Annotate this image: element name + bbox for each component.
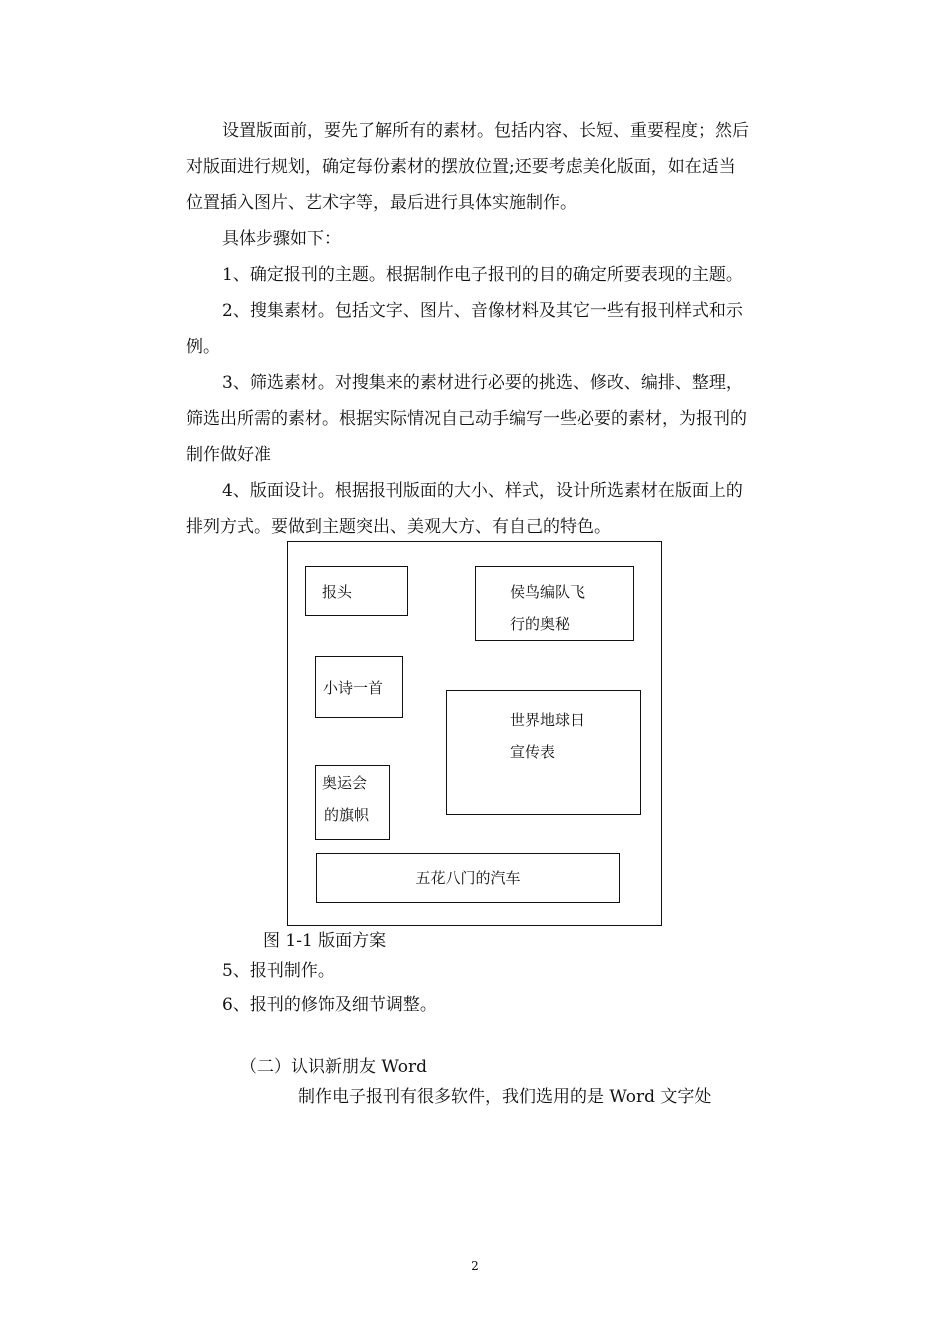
figure-caption: 图 1-1 版面方案 <box>263 931 387 951</box>
figure-box-birds-line-2: 行的奥秘 <box>510 615 571 633</box>
figure-box-cars <box>316 853 620 903</box>
figure-box-birds-line-1: 侯鸟编队飞 <box>510 583 586 601</box>
figure-box-poem <box>315 656 403 718</box>
paragraph-line-2: 对版面进行规划，确定每份素材的摆放位置;还要考虑美化版面，如在适当 <box>186 157 736 177</box>
paragraph-line-4: 具体步骤如下： <box>222 229 341 249</box>
figure-box-poem-text: 小诗一首 <box>323 679 384 697</box>
figure-box-olympic-line-1: 奥运会 <box>322 774 368 792</box>
page-number: 2 <box>471 1259 479 1273</box>
figure-box-birds <box>475 566 634 641</box>
step-4-line-2: 排列方式。要做到主题突出、美观大方、有自己的特色。 <box>186 517 611 537</box>
step-4-line-1: 4、版面设计。根据报刊版面的大小、样式，设计所选素材在版面上的 <box>222 481 743 501</box>
figure-box-earth-day <box>446 690 641 815</box>
paragraph-line-1: 设置版面前，要先了解所有的素材。包括内容、长短、重要程度；然后 <box>222 121 749 141</box>
figure-box-earth-day-line-1: 世界地球日 <box>510 711 586 729</box>
figure-box-earth-day-line-2: 宣传表 <box>510 743 556 761</box>
figure-box-olympic <box>315 765 390 840</box>
section-heading: （二）认识新朋友 Word <box>240 1057 427 1077</box>
figure-box-masthead-text: 报头 <box>322 583 353 601</box>
step-3-line-2: 筛选出所需的素材。根据实际情况自己动手编写一些必要的素材，为报刊的 <box>186 409 747 429</box>
step-5-line: 5、报刊制作。 <box>222 961 335 981</box>
step-6-line: 6、报刊的修饰及细节调整。 <box>222 995 437 1015</box>
section-text: 制作电子报刊有很多软件，我们选用的是 Word 文字处 <box>298 1087 712 1107</box>
figure-box-olympic-line-2: 的旗帜 <box>324 806 370 824</box>
step-2-line-1: 2、搜集素材。包括文字、图片、音像材料及其它一些有报刊样式和示 <box>222 301 743 321</box>
figure-box-cars-text: 五花八门的汽车 <box>415 869 521 887</box>
step-1-line: 1、确定报刊的主题。根据制作电子报刊的目的确定所要表现的主题。 <box>222 265 743 285</box>
step-3-line-3: 制作做好准 <box>186 445 271 465</box>
paragraph-line-3: 位置插入图片、艺术字等，最后进行具体实施制作。 <box>186 193 577 213</box>
step-2-line-2: 例。 <box>186 337 220 357</box>
step-3-line-1: 3、筛选素材。对搜集来的素材进行必要的挑选、修改、编排、整理， <box>222 373 743 393</box>
figure-box-masthead <box>305 566 408 616</box>
